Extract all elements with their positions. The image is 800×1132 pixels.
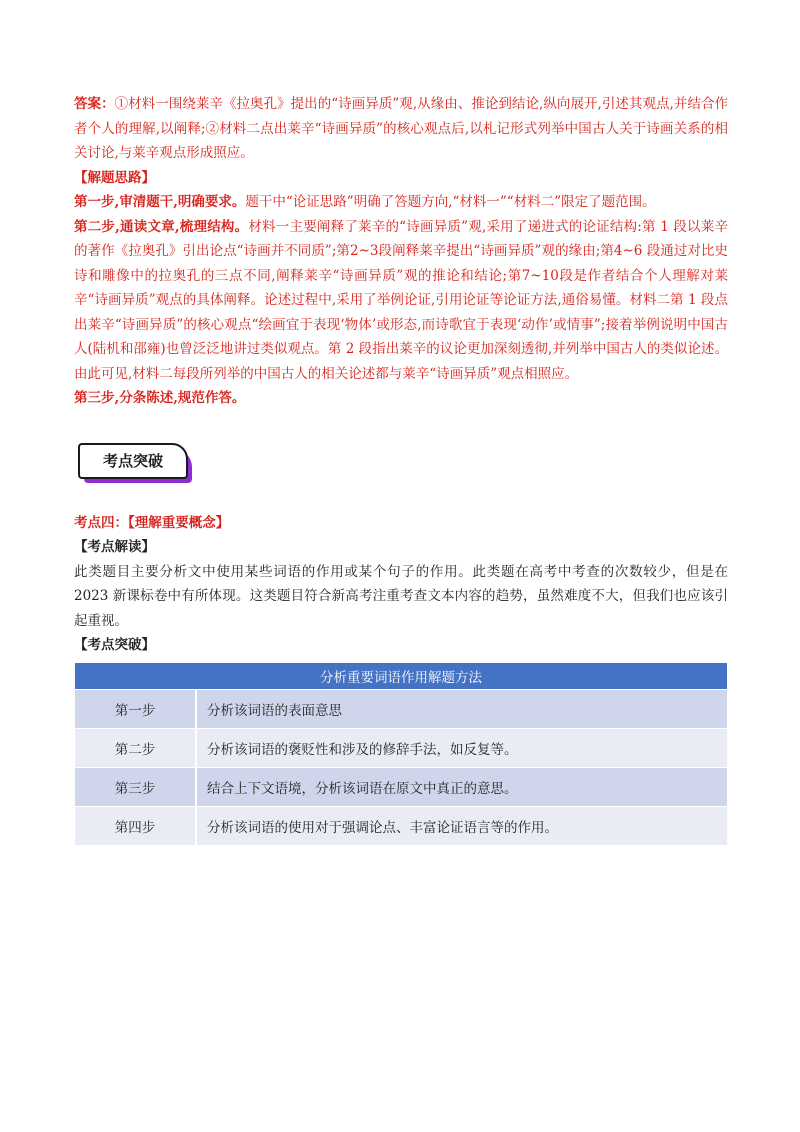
step1-text: 题干中“论证思路”明确了答题方向,“材料一”“材料二”限定了题范围。	[245, 194, 656, 210]
table-desc-cell: 分析该词语的褒贬性和涉及的修辞手法，如反复等。	[196, 728, 728, 767]
breakthrough-heading: 【考点突破】	[74, 637, 155, 653]
kaodian-title	[74, 511, 728, 536]
table-step-cell: 第三步	[75, 767, 197, 806]
table-row	[75, 728, 728, 767]
table-step-cell: 第二步	[75, 728, 197, 767]
table-desc-cell: 分析该词语的使用对于强调论点、丰富论证语言等的作用。	[196, 806, 728, 845]
table-step-cell: 第四步	[75, 806, 197, 845]
analysis-heading: 【解题思路】	[74, 169, 155, 186]
document-page	[74, 92, 728, 846]
answer-label: 答案：	[74, 96, 115, 112]
table-desc-cell: 结合上下文语境，分析该词语在原文中真正的意思。	[196, 767, 728, 806]
step1-paragraph	[74, 190, 728, 215]
table-row	[75, 806, 728, 845]
step2-label: 第二步,通读文章,梳理结构。	[74, 218, 249, 235]
kaodian-badge	[74, 415, 728, 511]
table-desc-cell: 分析该词语的表面意思	[196, 689, 728, 728]
interp-heading: 【考点解读】	[74, 539, 155, 555]
answer-text: ①材料一围绕莱辛《拉奥孔》提出的“诗画异质”观,从缘由、推论到结论,纵向展开,引述其观点,并结合作者个人的理解,以阐释;②材料二点出莱辛“诗画异质”的核心观点后,以札记形式列举中国古人关于诗画关系的相关讨论,与莱辛观点形成照应。	[74, 96, 729, 161]
method-table	[74, 662, 728, 846]
table-row	[75, 767, 728, 806]
step1-label: 第一步,审清题干,明确要求。	[74, 194, 246, 210]
table-row	[75, 689, 728, 728]
kaodian-title-prefix: 考点四：	[74, 514, 128, 531]
step2-paragraph	[74, 215, 728, 387]
interp-text: 此类题目主要分析文中使用某些词语的作用或某个句子的作用。此类题在高考中考查的次数较少，但是在 2023 新课标卷中有所体现。这类题目符合新高考注重考查文本内容的趋势，虽然难度不大，但我们也应该引起重视。	[74, 563, 728, 629]
method-table-title: 分析重要词语作用解题方法	[75, 662, 728, 689]
badge-label: 考点突破	[78, 443, 188, 479]
step3-label: 第三步,分条陈述,规范作答。	[74, 390, 246, 406]
table-step-cell: 第一步	[75, 689, 197, 728]
step2-text: 材料一主要阐释了莱辛的“诗画异质”观,采用了递进式的论证结构:第 1 段以莱辛的著作《拉奥孔》引出论点“诗画并不同质”;第2~3段阐释莱辛提出“诗画异质”观的缘由;第4~6 段通过对比史诗和雕像中的拉奥孔的三点不同,阐释莱辛“诗画异质”观的推论和结论;第7~10段是作者结合个人理解对莱辛“诗画异质”观点的具体阐释。论述过程中,采用了举例论证,引用论证等论证方法,通俗易懂。材料二第 1 段点出莱辛“诗画异质”的核心观点“绘画宜于表现‘物体’或形态,而诗歌宜于表现‘动作’或情事”;接着举例说明中国古人(陆机和邵雍)也曾泛泛地讲过类似观点。第 2 段指出莱辛的议论更加深刻透彻,并列举中国古人的类似论述。由此可见,材料二每段所列举的中国古人的相关论述都与莱辛“诗画异质”观点相照应。	[74, 218, 728, 382]
kaodian-title-main: 【理解重要概念】	[128, 514, 230, 531]
answer-paragraph	[74, 92, 728, 166]
